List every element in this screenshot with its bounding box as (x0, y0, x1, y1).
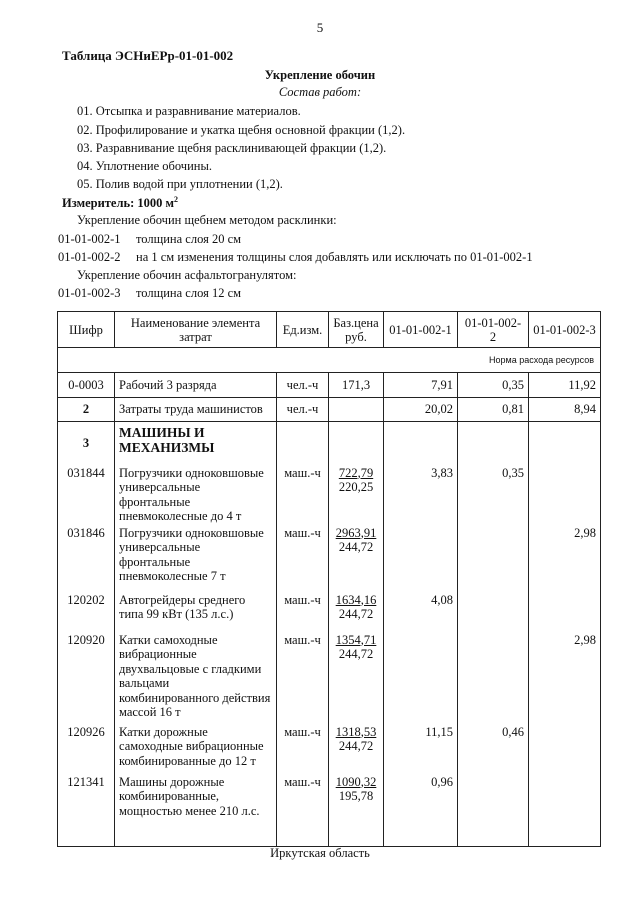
header-variant-2: 01-01-002-2 (458, 312, 529, 348)
cell-price (329, 525, 384, 592)
cell-price (329, 398, 384, 422)
cell-unit: маш.-ч (277, 724, 329, 774)
table-header-row (58, 312, 601, 348)
cell-unit: маш.-ч (277, 774, 329, 847)
cell-name: Автогрейдеры среднего типа 99 кВт (135 л.с.) (115, 592, 277, 632)
cell-variant-3 (529, 774, 601, 847)
work-step: 05. Полив водой при уплотнении (1,2). (77, 177, 283, 191)
table-code: Таблица ЭСНиЕРр-01-01-002 (62, 48, 234, 63)
cell-unit: маш.-ч (277, 465, 329, 525)
header-variant-1: 01-01-002-1 (384, 312, 458, 348)
cell-code: 031844 (58, 465, 115, 525)
variant-3 (58, 286, 241, 301)
table-row (58, 724, 601, 774)
price-total: 1634,16 (335, 592, 377, 607)
cell-name: Затраты труда машинистов (115, 398, 277, 422)
cell-variant-3: 2,98 (529, 525, 601, 592)
cell-unit: маш.-ч (277, 632, 329, 724)
cell-variant-2: 0,81 (458, 398, 529, 422)
price-wage: 244,72 (338, 739, 374, 753)
cell-variant-1: 11,15 (384, 724, 458, 774)
cell-variant-2: 0,35 (458, 465, 529, 525)
cell-unit: маш.-ч (277, 592, 329, 632)
header-price: Баз.цена руб. (329, 312, 384, 348)
table-row (58, 422, 601, 465)
variant-code: 01-01-002-2 (58, 250, 121, 264)
note-asphalt: Укрепление обочин асфальтогранулятом: (77, 268, 297, 282)
cell-price (329, 632, 384, 724)
cell-name: Погрузчики одноковшовые универсальные фронтальные пневмоколесные до 4 т (115, 465, 277, 525)
cell-price (329, 592, 384, 632)
footer-region: Иркутская область (270, 846, 370, 860)
cell-variant-2: 0,46 (458, 724, 529, 774)
page-number: 5 (316, 20, 324, 35)
cell-variant-1: 20,02 (384, 398, 458, 422)
work-step: 04. Уплотнение обочины. (77, 159, 212, 173)
cell-unit: чел.-ч (277, 373, 329, 398)
variant-text: толщина слоя 20 см (136, 232, 242, 246)
cell-variant-2 (458, 525, 529, 592)
price-total: 1318,53 (335, 724, 377, 739)
composition-title: Состав работ: (278, 85, 362, 99)
table-row (58, 632, 601, 724)
cell-unit: маш.-ч (277, 525, 329, 592)
cell-price (329, 774, 384, 847)
price-wage: 244,72 (338, 540, 374, 554)
price-total: 1090,32 (335, 774, 377, 789)
variant-1 (58, 232, 241, 247)
table-row (58, 465, 601, 525)
cell-name: Погрузчики одноковшовые универсальные фронтальные пневмоколесные 7 т (115, 525, 277, 592)
cell-name: Катки дорожные самоходные вибрационные комбинированные до 12 т (115, 724, 277, 774)
variant-text: на 1 см изменения толщины слоя добавлять или исключать по 01-01-002-1 (136, 250, 533, 264)
cell-variant-2 (458, 774, 529, 847)
price-wage: 195,78 (338, 789, 374, 803)
work-step: 01. Отсыпка и разравнивание материалов. (77, 104, 301, 118)
norm-label: Норма расхода ресурсов (58, 348, 601, 373)
cell-variant-3 (529, 724, 601, 774)
cell-price (329, 724, 384, 774)
measure-sup: 2 (174, 195, 179, 204)
cell-code: 120202 (58, 592, 115, 632)
variant-code: 01-01-002-3 (58, 286, 121, 300)
cell-variant-1: 7,91 (384, 373, 458, 398)
cell-variant-2 (458, 632, 529, 724)
norm-row (58, 348, 601, 373)
price-total: 722,79 (338, 465, 374, 480)
cell-code: 120920 (58, 632, 115, 724)
table-row (58, 592, 601, 632)
cell-code: 3 (58, 422, 115, 465)
header-code: Шифр (58, 312, 115, 348)
cell-variant-3: 8,94 (529, 398, 601, 422)
cell-name: Рабочий 3 разряда (115, 373, 277, 398)
cell-code: 031846 (58, 525, 115, 592)
price-wage: 244,72 (338, 607, 374, 621)
table-row (58, 398, 601, 422)
header-variant-3: 01-01-002-3 (529, 312, 601, 348)
price-total: 2963,91 (335, 525, 377, 540)
cell-name: Катки самоходные вибрационные двухвальцовые с гладкими вальцами комбинированного действия массой 16 т (115, 632, 277, 724)
cell-variant-3: 11,92 (529, 373, 601, 398)
cell-variant-2 (458, 592, 529, 632)
work-step: 02. Профилирование и укатка щебня основной фракции (1,2). (77, 123, 406, 137)
cell-variant-1 (384, 632, 458, 724)
cell-variant-3: 2,98 (529, 632, 601, 724)
cell-name: МАШИНЫ И МЕХАНИЗМЫ (115, 422, 277, 465)
cell-variant-2: 0,35 (458, 373, 529, 398)
section-title: Укрепление обочин (264, 68, 376, 82)
work-step: 03. Разравнивание щебня расклинивающей фракции (1,2). (77, 141, 387, 155)
cell-price: 171,3 (329, 373, 384, 398)
table-row (58, 373, 601, 398)
cell-price (329, 465, 384, 525)
cell-variant-3 (529, 592, 601, 632)
cell-code: 2 (58, 398, 115, 422)
variant-code: 01-01-002-1 (58, 232, 121, 246)
cell-variant-3 (529, 465, 601, 525)
note-gravel: Укрепление обочин щебнем методом расклинки: (77, 213, 337, 227)
table-row (58, 525, 601, 592)
measure-label: Измеритель: 1000 м (62, 196, 175, 211)
variant-2 (58, 250, 533, 265)
header-name: Наименование элемента затрат (115, 312, 277, 348)
cell-variant-1 (384, 525, 458, 592)
header-unit: Ед.изм. (277, 312, 329, 348)
variant-text: толщина слоя 12 см (136, 286, 242, 300)
price-wage: 220,25 (338, 480, 374, 494)
cell-code: 0-0003 (58, 373, 115, 398)
price-wage: 244,72 (338, 647, 374, 661)
cell-variant-1: 3,83 (384, 465, 458, 525)
resources-table (57, 311, 601, 847)
cell-unit: чел.-ч (277, 398, 329, 422)
cell-code: 120926 (58, 724, 115, 774)
cell-variant-1: 4,08 (384, 592, 458, 632)
cell-name: Машины дорожные комбинированные, мощностью менее 210 л.с. (115, 774, 277, 847)
cell-code: 121341 (58, 774, 115, 847)
cell-variant-1: 0,96 (384, 774, 458, 847)
table-row (58, 774, 601, 847)
price-total: 1354,71 (335, 632, 377, 647)
measure-unit (62, 195, 178, 211)
